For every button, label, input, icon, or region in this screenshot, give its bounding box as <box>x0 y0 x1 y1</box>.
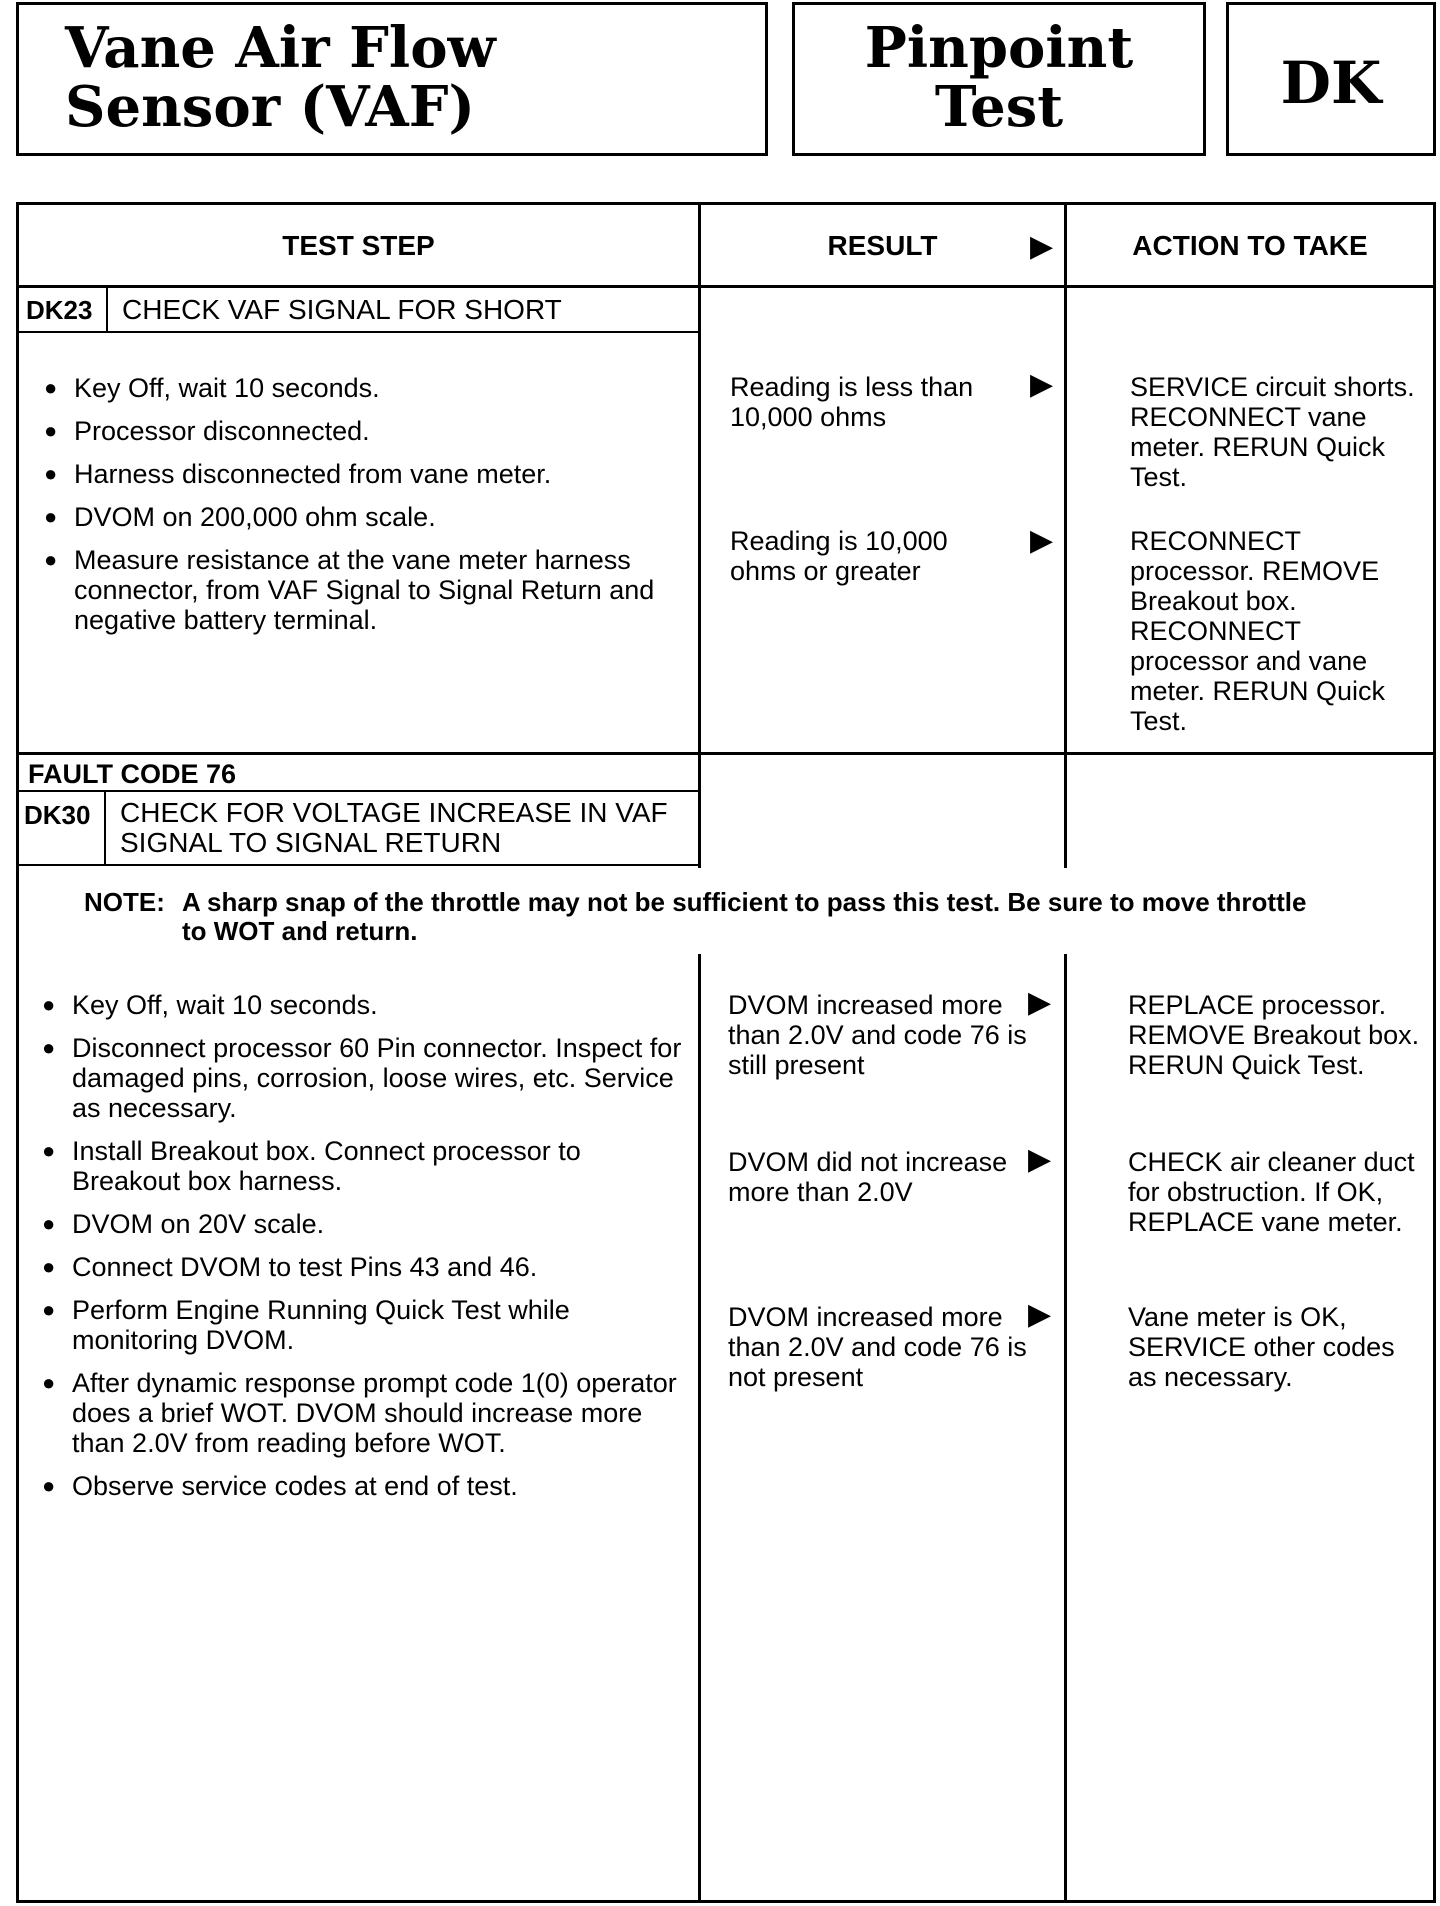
list-item: ● Observe service codes at end of test. <box>42 1471 682 1501</box>
column-header-action: ACTION TO TAKE <box>1132 230 1368 261</box>
step-header-dk30 <box>16 790 700 866</box>
table-border-left <box>16 202 19 1903</box>
table-border-top <box>16 202 1436 205</box>
arrow-icon: ▶ <box>1030 524 1054 557</box>
dk23-result-1: Reading is less than 10,000 ohms <box>730 372 974 432</box>
step-title-dk23: CHECK VAF SIGNAL FOR SHORT <box>122 294 562 325</box>
list-item: ● Install Breakout box. Connect processor to Breakout box harness. <box>42 1136 682 1196</box>
note-text: A sharp snap of the throttle may not be sufficient to pass this test. Be sure to move throttle to WOT and return. <box>182 887 1307 946</box>
step-header-dk23 <box>16 285 700 333</box>
list-item: ● DVOM on 200,000 ohm scale. <box>44 502 674 532</box>
page-title: Vane Air Flow Sensor (VAF) <box>65 15 496 140</box>
dk30-note <box>84 888 1384 948</box>
note-label: NOTE: <box>84 887 165 917</box>
list-item: ● Key Off, wait 10 seconds. <box>44 373 674 403</box>
table-border-bottom <box>16 1900 1436 1903</box>
dk30-result-2: DVOM did not increase more than 2.0V <box>728 1147 1008 1207</box>
list-item: ● Processor disconnected. <box>44 416 674 446</box>
step-id-dk30: DK30 <box>24 800 91 830</box>
arrow-icon: ▶ <box>1030 368 1054 401</box>
step-id-dk23: DK23 <box>26 295 93 325</box>
arrow-icon: ▶ <box>1028 986 1052 1019</box>
dk30-action-2: CHECK air cleaner duct for obstruction. If OK, REPLACE vane meter. <box>1128 1147 1415 1237</box>
column-divider-2-lower <box>1064 954 1067 1903</box>
list-item: ● Measure resistance at the vane meter harness connector, from VAF Signal to Signal Return and negative battery terminal. <box>44 545 674 635</box>
column-divider-2 <box>1064 202 1067 868</box>
dk23-action-1: SERVICE circuit shorts. RECONNECT vane meter. RERUN Quick Test. <box>1130 372 1415 492</box>
fault-code-box <box>16 752 700 792</box>
list-item: ● Disconnect processor 60 Pin connector. Inspect for damaged pins, corrosion, loose wires, etc. Service as necessary. <box>42 1033 682 1123</box>
fault-code-label: FAULT CODE 76 <box>28 759 237 789</box>
column-header-result: RESULT <box>827 230 938 261</box>
pinpoint-test-label: Pinpoint Test <box>864 15 1134 140</box>
dk23-result-2: Reading is 10,000 ohms or greater <box>730 526 948 586</box>
test-code-box <box>1226 2 1436 156</box>
list-item: ● After dynamic response prompt code 1(0) operator does a brief WOT. DVOM should increase more than 2.0V from reading before WOT. <box>42 1368 682 1458</box>
dk30-action-3: Vane meter is OK, SERVICE other codes as necessary. <box>1128 1302 1395 1392</box>
dk30-result-3: DVOM increased more than 2.0V and code 76 is not present <box>728 1302 1027 1392</box>
dk30-action-1: REPLACE processor. REMOVE Breakout box. RERUN Quick Test. <box>1128 990 1420 1080</box>
title-box <box>16 2 768 156</box>
list-item: ● DVOM on 20V scale. <box>42 1209 682 1239</box>
arrow-icon: ▶ <box>1028 1143 1052 1176</box>
dk30-step-list <box>42 990 682 1514</box>
column-header-test-step: TEST STEP <box>282 230 435 261</box>
list-item: ● Connect DVOM to test Pins 43 and 46. <box>42 1252 682 1282</box>
list-item: ● Harness disconnected from vane meter. <box>44 459 674 489</box>
dk23-action-2: RECONNECT processor. REMOVE Breakout box. RECONNECT processor and vane meter. RERUN Quick Test. <box>1130 526 1386 736</box>
list-item: ● Perform Engine Running Quick Test while monitoring DVOM. <box>42 1295 682 1355</box>
pinpoint-box <box>792 2 1206 156</box>
column-divider-1-lower <box>698 954 701 1903</box>
list-item: ● Key Off, wait 10 seconds. <box>42 990 682 1020</box>
step-id-divider <box>106 287 108 331</box>
table-border-right <box>1433 202 1436 1903</box>
dk23-step-list <box>44 373 674 648</box>
step-id-divider <box>104 792 106 864</box>
arrow-icon: ▶ <box>1028 1298 1052 1331</box>
test-code: DK <box>1280 49 1382 117</box>
header-arrow-icon: ▶ <box>1030 230 1054 263</box>
step-title-dk30: CHECK FOR VOLTAGE INCREASE IN VAF SIGNAL TO SIGNAL RETURN <box>120 797 668 858</box>
dk30-result-1: DVOM increased more than 2.0V and code 76 is still present <box>728 990 1027 1080</box>
